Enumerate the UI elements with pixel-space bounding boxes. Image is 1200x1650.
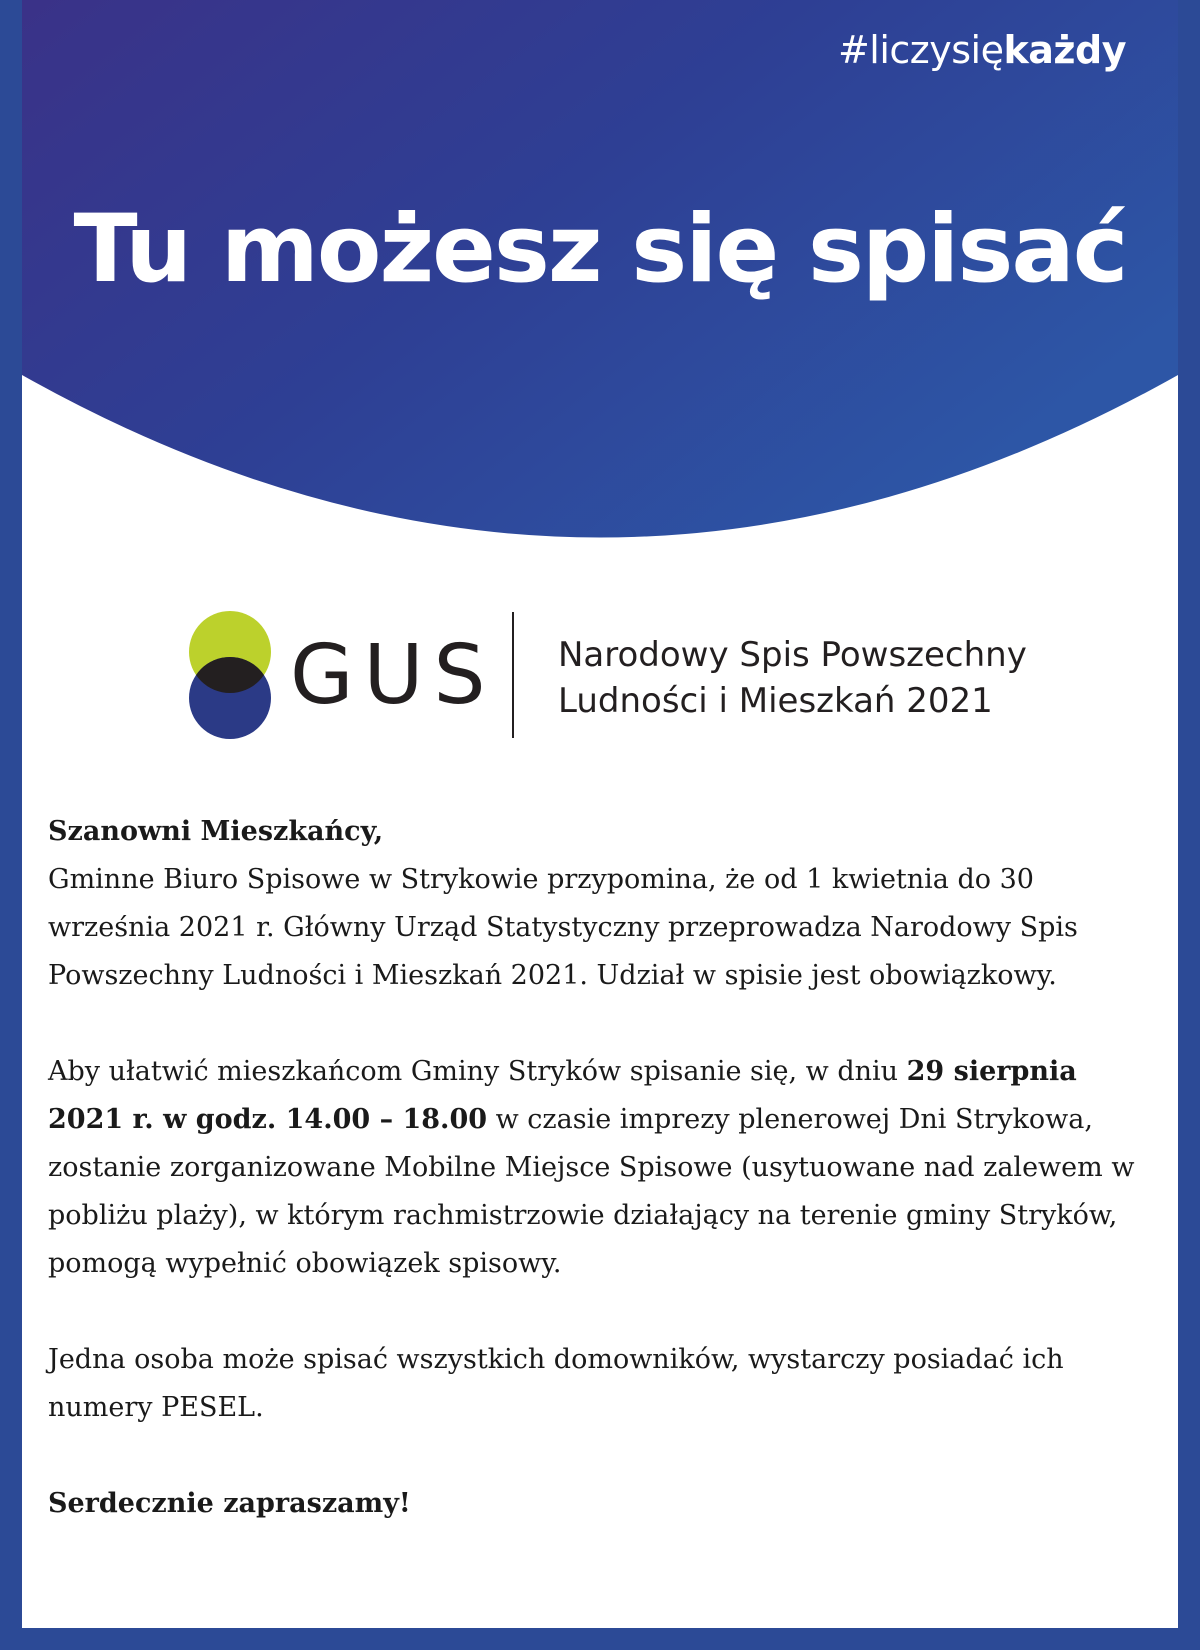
paragraph-census-info: Gminne Biuro Spisowe w Strykowie przypomina, że od 1 kwietnia do 30 września 2021 r. Główny Urząd Statystyczny przeprowadza Narodowy Spis Powszechny Ludności i Mieszkań 2021. Udział w spisie jest obowiązkowy. [48,864,1078,991]
page-title: Tu możesz się spisać [73,195,1127,304]
paragraph-household: Jedna osoba może spisać wszystkich domowników, wystarczy posiadać ich numery PESEL. [48,1344,1064,1423]
mobile-point-details: w czasie imprezy plenerowej Dni Strykowa, zostanie zorganizowane Mobilne Miejsce Spisowe (usytuowane nad zalewem w pobliżu plaży), w którym rachmistrzowie działający na terenie gminy Stryków, pomogą wypełnić obowiązek spisowy. [48,1104,1135,1279]
mobile-point-intro: Aby ułatwić mieszkańcom Gminy Stryków spisanie się, w dniu [48,1056,907,1087]
census-name-line2: Ludności i Mieszkań 2021 [558,681,993,721]
campaign-hashtag [838,28,1126,72]
poster-content [22,0,1178,1628]
greeting: Szanowni Mieszkańcy, [48,816,384,847]
logo-divider [512,612,514,738]
event-date-time: 29 sierpnia 2021 r. w godz. 14.00 – 18.00 [48,1056,1077,1135]
hashtag-regular: #liczysię [837,28,1004,72]
gus-wordmark: GUS [290,628,496,723]
census-name [558,632,1027,724]
closing-invitation: Serdecznie zapraszamy! [48,1488,411,1519]
hashtag-bold: każdy [1003,28,1126,72]
census-name-line1: Narodowy Spis Powszechny [558,635,1027,675]
gus-logo-block [180,610,1080,740]
gus-circles-logo-icon [180,610,280,740]
announcement-text [48,808,1158,1528]
paragraph-mobile-point [48,1048,1158,1288]
